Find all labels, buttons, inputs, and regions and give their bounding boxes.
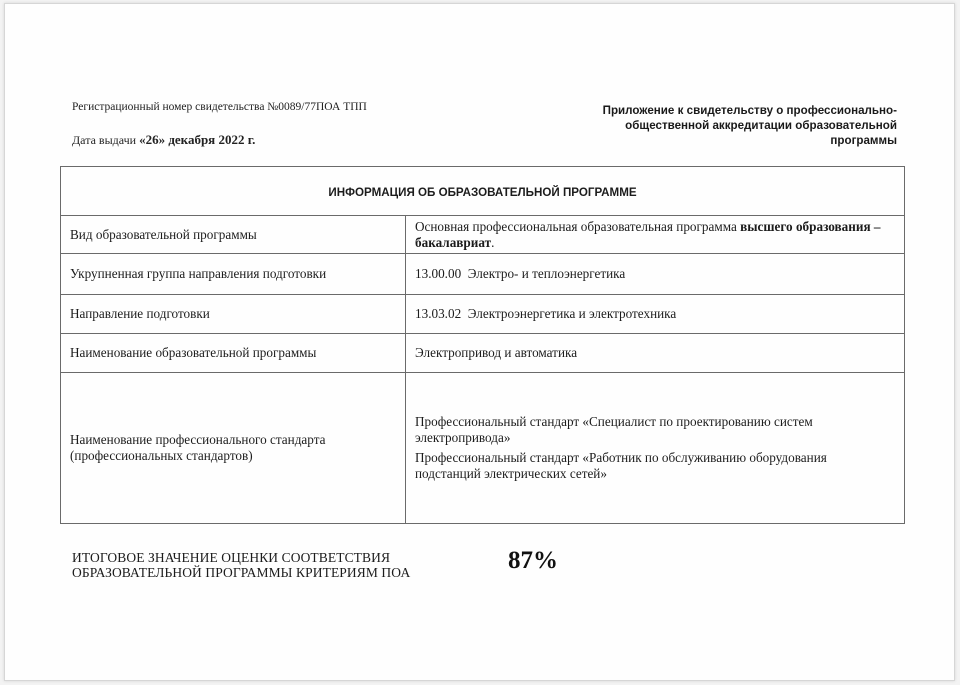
enlarged-group-name: Электро- и теплоэнергетика [467, 265, 626, 281]
program-type-plain: Основная профессиональная образовательная программа [415, 218, 737, 234]
annex-title-line: программы [830, 134, 897, 147]
prof-standard-label-line: Наименование профессионального стандарта [70, 431, 326, 447]
training-direction-label: Направление подготовки [61, 294, 406, 333]
registration-number: Регистрационный номер свидетельства №0089/77ПОА ТПП [72, 101, 367, 113]
enlarged-group-code: 13.00.00 [415, 265, 462, 281]
table-row [61, 254, 905, 294]
program-name-value: Электропривод и автоматика [406, 333, 905, 372]
program-info-table [60, 166, 905, 524]
prof-standard-label [61, 372, 406, 523]
annex-title-line: общественной аккредитации образовательной [625, 119, 897, 132]
training-direction-name: Электроэнергетика и электротехника [467, 305, 677, 321]
table-row [61, 294, 905, 333]
prof-standard-item: Профессиональный стандарт «Специалист по проектированию систем электропривода» [415, 413, 813, 445]
annex-title-line: Приложение к свидетельству о профессионально- [602, 104, 897, 117]
final-assessment-label [72, 550, 410, 580]
program-type-bold: высшего образования – бакалавриат [415, 218, 881, 250]
table-row [61, 333, 905, 372]
program-type-label: Вид образовательной программы [61, 216, 406, 254]
program-name-label: Наименование образовательной программы [61, 333, 406, 372]
training-direction-code: 13.03.02 [415, 305, 462, 321]
table-title: ИНФОРМАЦИЯ ОБ ОБРАЗОВАТЕЛЬНОЙ ПРОГРАММЕ [61, 167, 905, 216]
training-direction-value [406, 294, 905, 333]
prof-standard-item: Профессиональный стандарт «Работник по обслуживанию оборудования подстанций электрических сетей» [415, 449, 827, 481]
issue-date-value: «26» декабря 2022 г. [139, 132, 256, 147]
prof-standard-label-line: (профессиональных стандартов) [70, 447, 253, 463]
final-assessment-label-line: ОБРАЗОВАТЕЛЬНОЙ ПРОГРАММЫ КРИТЕРИЯМ ПОА [72, 565, 411, 580]
enlarged-group-label: Укрупненная группа направления подготовки [61, 254, 406, 294]
program-type-value [406, 216, 905, 254]
issue-date-label: Дата выдачи [72, 133, 137, 147]
annex-title [525, 103, 897, 148]
prof-standard-value [406, 372, 905, 523]
document-page [4, 3, 955, 681]
table-row [61, 216, 905, 254]
final-assessment-value: 87% [508, 547, 558, 574]
table-row [61, 372, 905, 523]
final-assessment-label-line: ИТОГОВОЕ ЗНАЧЕНИЕ ОЦЕНКИ СООТВЕТСТВИЯ [72, 550, 391, 565]
enlarged-group-value [406, 254, 905, 294]
program-type-tail: . [491, 234, 495, 250]
issue-date [72, 132, 255, 148]
